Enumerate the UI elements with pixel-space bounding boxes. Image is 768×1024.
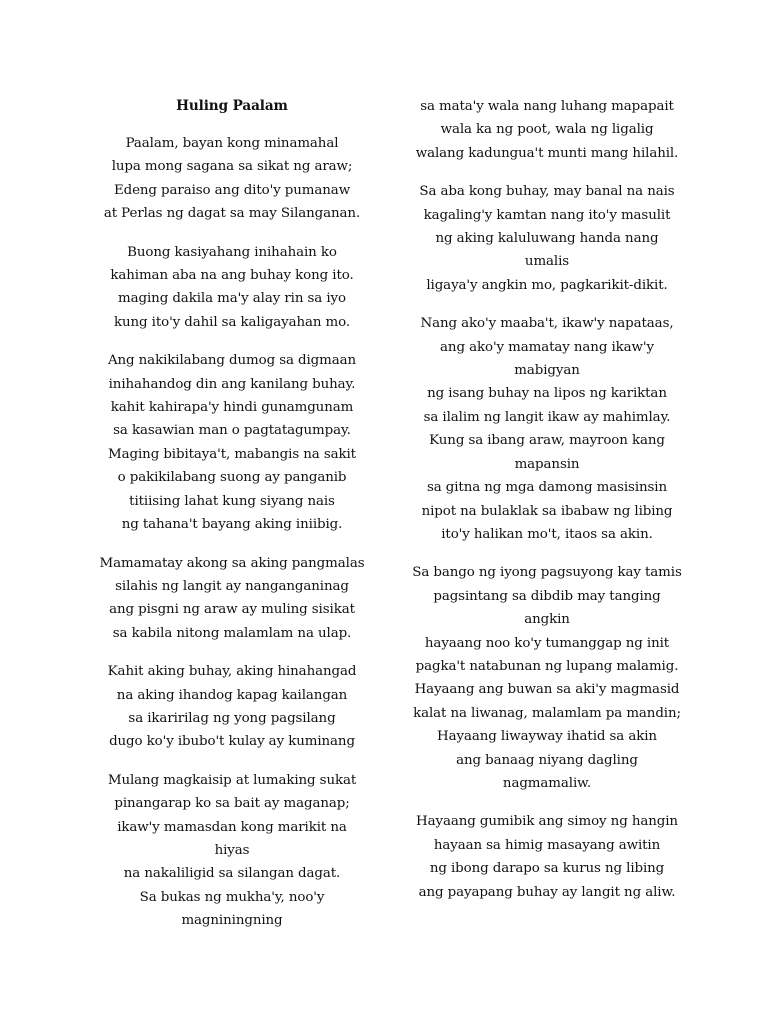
poem-line: ang payapang buhay ay langit ng aliw. (418, 884, 676, 900)
poem-line: na nakaliligid sa silangan dagat. (123, 866, 341, 882)
poem-line: kung ito'y dahil sa kaligayahan mo. (113, 314, 351, 330)
poem-line: angkin (524, 612, 570, 628)
poem-line: walang kadungua't munti mang hilahil. (415, 145, 679, 161)
poem-line: o pakikilabang suong ay panganib (117, 470, 347, 486)
stanza (82, 552, 382, 646)
poem-line: Sa aba kong buhay, may banal na nais (419, 184, 675, 200)
stanza (397, 810, 697, 904)
stanza (397, 312, 697, 546)
poem-line: Paalam, bayan kong minamahal (125, 136, 339, 151)
poem-line: pagsintang sa dibdib may tanging (433, 588, 661, 604)
poem-line: inihahandog din ang kanilang buhay. (108, 376, 356, 392)
poem-line: ng aking kaluluwang handa nang (435, 231, 659, 247)
stanza (82, 769, 382, 933)
poem-line: silahis ng langit ay nanganganinag (115, 578, 349, 594)
stanza (397, 561, 697, 795)
poem-line: mabigyan (514, 363, 580, 379)
stanza (397, 180, 697, 297)
poem-line: dugo ko'y ibubo't kulay ay kuminang (109, 734, 355, 750)
poem-line: Mulang magkaisip at lumaking sukat (107, 772, 357, 788)
poem-line: hiyas (214, 842, 250, 858)
poem-line: Sa bukas ng mukha'y, noo'y (139, 889, 325, 905)
poem-line: kagaling'y kamtan nang ito'y masulit (423, 207, 671, 223)
stanza (397, 95, 697, 165)
poem-line: ligaya'y angkin mo, pagkarikit-dikit. (426, 277, 668, 293)
poem-line: Nang ako'y maaba't, ikaw'y napataas, (420, 316, 674, 332)
poem-line: Hayaang liwayway ihatid sa akin (437, 729, 657, 745)
right-column (397, 95, 697, 919)
poem-line: ng ibong darapo sa kurus ng libing (429, 861, 665, 877)
poem-line: pinangarap ko sa bait ay maganap; (114, 796, 350, 812)
poem-line: kahiman aba na ang buhay kong ito. (110, 268, 354, 284)
poem-line: sa kasawian man o pagtatagumpay. (113, 423, 351, 439)
poem-line: Buong kasiyahang inihahain ko (127, 244, 337, 260)
poem-line: Edeng paraiso ang dito'y pumanaw (113, 182, 351, 198)
poem-line: nagmamaliw. (502, 775, 592, 791)
left-column (82, 95, 382, 948)
poem-line: ito'y halikan mo't, itaos sa akin. (441, 526, 653, 542)
poem-line: Kung sa ibang araw, mayroon kang (429, 433, 665, 449)
poem-line: wala ka ng poot, wala ng ligalig (440, 122, 654, 138)
stanza (82, 349, 382, 536)
stanza (82, 241, 382, 335)
poem-line: sa ilalim ng langit ikaw ay mahimlay. (423, 409, 671, 425)
poem-line: Hayaang gumibik ang simoy ng hangin (416, 814, 678, 830)
poem-line: Maging bibitaya't, mabangis na sakit (108, 446, 356, 462)
poem-line: sa ikaririlag ng yong pagsilang (128, 710, 336, 726)
poem-line: kahit kahirapa'y hindi gunamgunam (110, 400, 354, 416)
poem-line: ikaw'y mamasdan kong marikit na (117, 819, 347, 835)
poem-line: ang pisgni ng araw ay muling sisikat (109, 602, 355, 618)
poem-line: Sa bango ng iyong pagsuyong kay tamis (412, 565, 682, 581)
poem-line: kalat na liwanag, malamlam pa mandin; (413, 705, 681, 721)
poem-title: Huling Paalam (176, 98, 288, 114)
poem-line: umalis (524, 254, 570, 270)
poem-line: ang banaag niyang dagling (456, 752, 638, 768)
poem-line: ng tahana't bayang aking iniibig. (121, 517, 343, 533)
poem-line: sa mata'y wala nang luhang mapapait (420, 99, 674, 114)
poem-line: ang ako'y mamatay nang ikaw'y (440, 339, 654, 355)
poem-line: hayaang noo ko'y tumanggap ng init (424, 635, 670, 651)
poem-line: Mamamatay akong sa aking pangmalas (99, 555, 365, 571)
poem-line: Kahit aking buhay, aking hinahangad (107, 664, 357, 680)
right-stanzas (397, 95, 697, 904)
poem-line: lupa mong sagana sa sikat ng araw; (111, 159, 353, 175)
poem-line: na aking ihandog kapag kailangan (116, 687, 348, 703)
poem-line: titiising lahat kung siyang nais (129, 493, 335, 509)
poem-line: sa kabila nitong malamlam na ulap. (112, 625, 352, 641)
poem-line: nipot na bulaklak sa ibabaw ng libing (421, 503, 673, 519)
poem-line: sa gitna ng mga damong masisinsin (426, 480, 668, 496)
poem-line: Hayaang ang buwan sa aki'y magmasid (414, 682, 680, 698)
poem-line: magniningning (181, 913, 283, 929)
left-stanzas (82, 132, 382, 933)
poem-line: mapansin (514, 456, 580, 472)
stanza (82, 132, 382, 226)
poem-line: Ang nakikilabang dumog sa digmaan (107, 353, 357, 369)
poem-line: maging dakila ma'y alay rin sa iyo (118, 291, 346, 307)
poem-line: hayaan sa himig masayang awitin (433, 837, 661, 853)
poem-line: at Perlas ng dagat sa may Silanganan. (103, 206, 361, 222)
poem-line: ng isang buhay na lipos ng kariktan (427, 386, 667, 402)
poem-line: pagka't natabunan ng lupang malamig. (415, 658, 679, 674)
stanza (82, 660, 382, 754)
